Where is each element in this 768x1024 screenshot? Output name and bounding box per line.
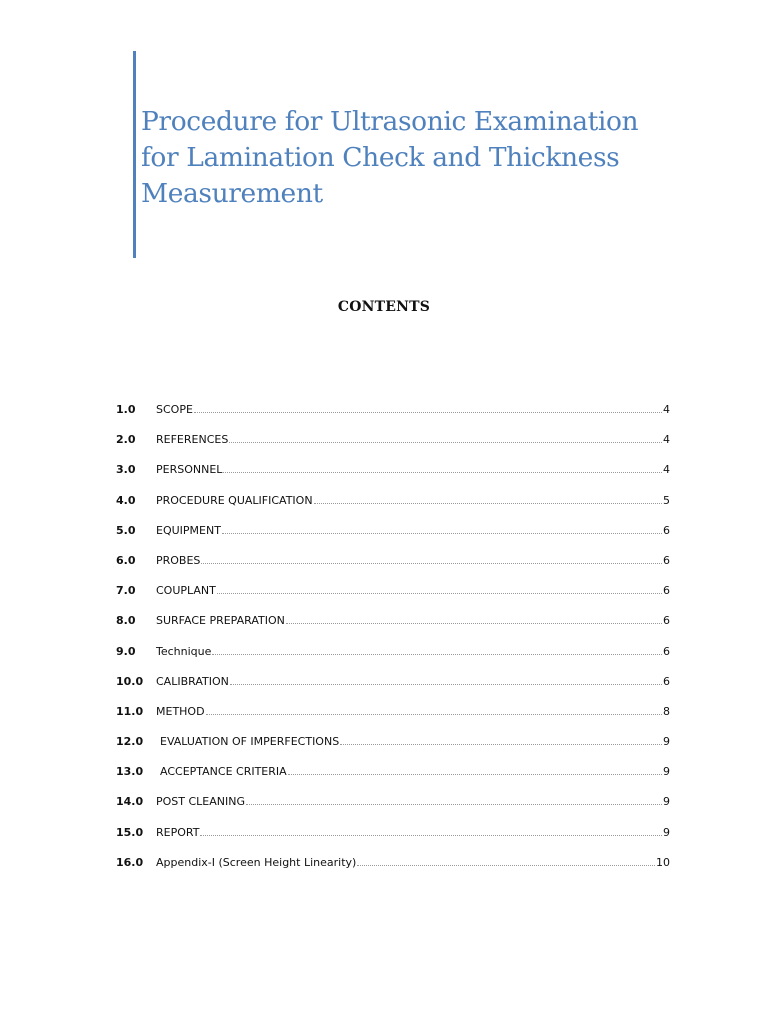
toc-entry-page: 10 (656, 855, 670, 869)
toc-entry[interactable] (116, 433, 670, 463)
toc-entry[interactable] (116, 705, 670, 735)
toc-dot-leader (357, 864, 655, 866)
toc-entry[interactable] (116, 856, 670, 886)
toc-entry-number: 6.0 (116, 553, 136, 567)
toc-entry-number: 12.0 (116, 735, 144, 749)
toc-entry-title: SCOPE (156, 403, 193, 416)
toc-entry-title: PERSONNEL (156, 463, 223, 477)
title-accent-bar (133, 51, 136, 258)
toc-entry[interactable] (116, 735, 670, 765)
toc-entry-number: 3.0 (116, 463, 136, 477)
toc-entry-line (156, 856, 670, 869)
toc-entry[interactable] (116, 826, 670, 856)
toc-entry-title: Technique (156, 644, 212, 658)
toc-entry-title: Appendix-I (Screen Height Linearity) (156, 855, 357, 869)
toc-dot-leader (223, 471, 662, 473)
toc-entry-line (156, 645, 670, 658)
toc-entry-page: 4 (663, 463, 670, 477)
toc-entry-title: METHOD (156, 704, 205, 718)
toc-entry[interactable] (116, 675, 670, 705)
toc-entry[interactable] (116, 403, 670, 433)
document-title (141, 104, 701, 212)
toc-entry-line (156, 795, 670, 808)
toc-entry-title: SURFACE PREPARATION (156, 614, 285, 628)
toc-entry-number: 11.0 (116, 704, 144, 718)
toc-dot-leader (200, 834, 662, 836)
toc-entry-line (156, 735, 670, 748)
toc-dot-leader (217, 592, 662, 594)
toc-entry-title: POST CLEANING (156, 795, 245, 809)
toc-entry-page: 9 (663, 825, 670, 839)
toc-dot-leader (340, 743, 662, 745)
toc-entry-page: 6 (663, 553, 670, 567)
toc-entry-page: 8 (663, 704, 670, 718)
toc-dot-leader (206, 713, 662, 715)
toc-entry-line (156, 675, 670, 688)
toc-entry-line (156, 524, 670, 537)
toc-entry[interactable] (116, 614, 670, 644)
toc-dot-leader (314, 502, 662, 504)
toc-entry-number: 8.0 (116, 614, 136, 628)
toc-entry-title: CALIBRATION (156, 674, 229, 688)
toc-entry-title: REPORT (156, 825, 200, 839)
toc-dot-leader (201, 562, 662, 564)
toc-entry-page: 9 (663, 795, 670, 809)
toc-entry-page: 9 (663, 765, 670, 779)
toc-entry-number: 5.0 (116, 523, 136, 537)
toc-entry-title: REFERENCES (156, 433, 229, 447)
toc-dot-leader (230, 683, 662, 685)
toc-entry-number: 13.0 (116, 765, 144, 779)
title-line: Measurement (141, 178, 323, 209)
toc-entry-line (156, 463, 670, 476)
title-line: for Lamination Check and Thickness (141, 142, 620, 173)
toc-entry-line (156, 765, 670, 778)
toc-entry-page: 4 (663, 403, 670, 416)
toc-entry-line (156, 494, 670, 507)
table-of-contents (116, 403, 670, 886)
toc-entry[interactable] (116, 554, 670, 584)
toc-entry-line (156, 614, 670, 627)
toc-dot-leader (212, 653, 662, 655)
toc-entry-page: 6 (663, 584, 670, 598)
toc-entry-number: 7.0 (116, 584, 136, 598)
toc-entry-number: 15.0 (116, 825, 144, 839)
toc-entry-number: 2.0 (116, 433, 136, 447)
title-line: Procedure for Ultrasonic Examination (141, 106, 639, 137)
toc-entry-page: 6 (663, 614, 670, 628)
toc-entry-line (156, 403, 670, 416)
toc-entry-line (156, 705, 670, 718)
toc-dot-leader (246, 803, 662, 805)
toc-entry-number: 4.0 (116, 493, 136, 507)
toc-entry-title: ACCEPTANCE CRITERIA (160, 765, 287, 779)
toc-entry-line (156, 433, 670, 446)
toc-entry[interactable] (116, 795, 670, 825)
toc-dot-leader (286, 622, 662, 624)
toc-entry-page: 6 (663, 644, 670, 658)
toc-entry-title: PROBES (156, 553, 201, 567)
toc-entry-page: 5 (663, 493, 670, 507)
toc-entry[interactable] (116, 584, 670, 614)
toc-entry-number: 16.0 (116, 855, 144, 869)
toc-entry[interactable] (116, 765, 670, 795)
toc-entry[interactable] (116, 645, 670, 675)
toc-entry-page: 6 (663, 674, 670, 688)
toc-entry-number: 1.0 (116, 403, 136, 416)
toc-entry-number: 10.0 (116, 674, 144, 688)
toc-entry-title: PROCEDURE QUALIFICATION (156, 493, 313, 507)
toc-dot-leader (222, 532, 662, 534)
toc-entry-title: EVALUATION OF IMPERFECTIONS (160, 735, 340, 749)
toc-entry-title: EQUIPMENT (156, 523, 221, 537)
toc-entry[interactable] (116, 494, 670, 524)
toc-dot-leader (229, 441, 662, 443)
toc-entry[interactable] (116, 524, 670, 554)
toc-dot-leader (288, 773, 662, 775)
toc-entry-line (156, 826, 670, 839)
toc-dot-leader (194, 411, 662, 413)
contents-heading: CONTENTS (337, 299, 431, 315)
toc-entry-title: COUPLANT (156, 584, 216, 598)
toc-entry-line (156, 554, 670, 567)
toc-entry-page: 4 (663, 433, 670, 447)
toc-entry-page: 9 (663, 735, 670, 749)
toc-entry-line (156, 584, 670, 597)
toc-entry-number: 9.0 (116, 644, 136, 658)
toc-entry[interactable] (116, 463, 670, 493)
toc-entry-number: 14.0 (116, 795, 144, 809)
toc-entry-page: 6 (663, 523, 670, 537)
